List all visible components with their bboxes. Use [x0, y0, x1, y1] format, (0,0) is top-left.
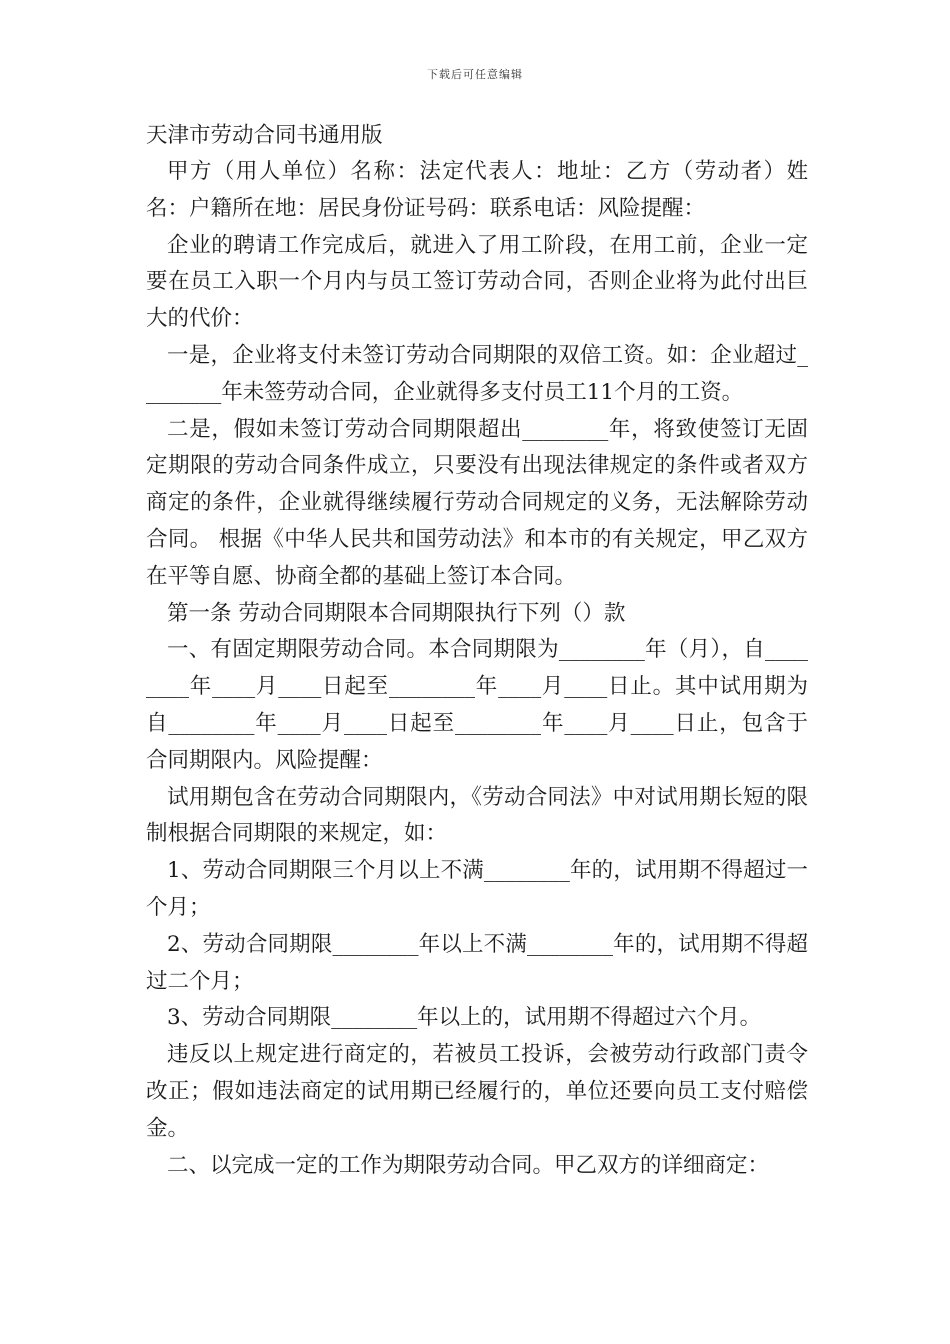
paragraph-point-one: 一是，企业将支付未签订劳动合同期限的双倍工资。如：企业超过________年未签劳动合同，企业就得多支付员工11个月的工资。 [146, 342, 808, 405]
paragraph-intro: 企业的聘请工作完成后，就进入了用工阶段，在用工前，企业一定要在员工入职一个月内与员工签订劳动合同，否则企业将为此付出巨大的代价： [146, 232, 808, 332]
paragraph-probation: 试用期包含在劳动合同期限内，《劳动合同法》中对试用期长短的限制根据合同期限的来规定，如： [146, 784, 808, 847]
document-body [146, 118, 808, 1184]
paragraph-fixed-term: 一、有固定期限劳动合同。本合同期限为________年（月），自________年____月____日起至________年____月____日止。其中试用期为自________年____月____日起至________年____月____日止，包含于合同期限内。风险提醒： [146, 637, 808, 773]
list-item-1: 1、劳动合同期限三个月以上不满________年的，试用期不得超过一个月； [146, 858, 808, 920]
paragraph-parties: 甲方（用人单位）名称：法定代表人：地址：乙方（劳动者）姓名：户籍所在地：居民身份证号码：联系电话：风险提醒： [146, 159, 808, 221]
paragraph-task-term: 二、以完成一定的工作为期限劳动合同。甲乙双方的详细商定： [167, 1152, 770, 1178]
paragraph-violation: 违反以上规定进行商定的，若被员工投诉，会被劳动行政部门责令改正；假如违法商定的试用期已经履行的，单位还要向员工支付赔偿金。 [146, 1042, 808, 1141]
document-title: 天津市劳动合同书通用版 [146, 123, 383, 148]
paragraph-point-two: 二是，假如未签订劳动合同期限超出________年，将致使签订无固定期限的劳动合同条件成立，只要没有出现法律规定的条件或者双方商定的条件，企业就得继续履行劳动合同规定的义务，无法解除劳动合同。 根据《中华人民共和国劳动法》和本市的有关规定，甲乙双方在平等自愿、协商全都的基础上签订本合同。 [146, 416, 808, 589]
article-one-heading: 第一条 劳动合同期限本合同期限执行下列（）款 [167, 600, 626, 626]
header-note: 下载后可任意编辑 [427, 68, 523, 81]
list-item-2: 2、劳动合同期限________年以上不满________年的，试用期不得超过二个月； [146, 931, 808, 994]
list-item-3: 3、劳动合同期限________年以上的，试用期不得超过六个月。 [167, 1005, 762, 1031]
